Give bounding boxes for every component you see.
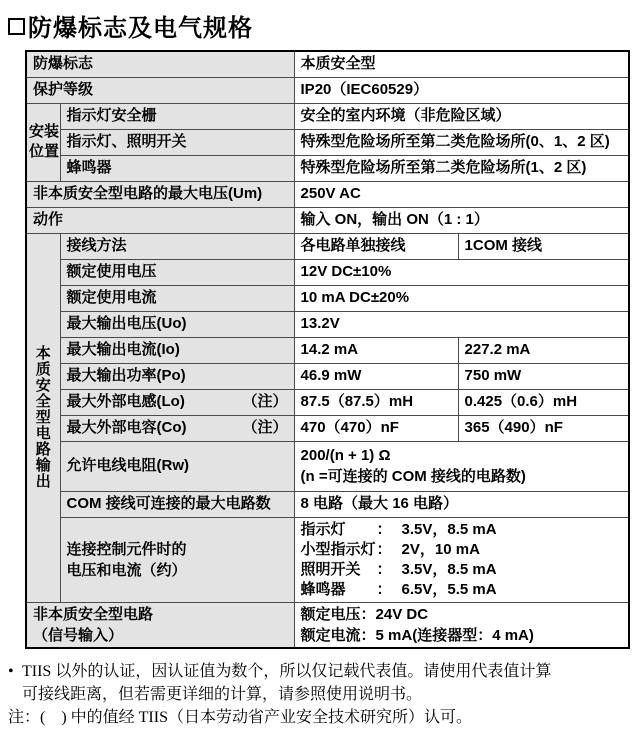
- bullet-icon: •: [8, 662, 14, 680]
- installation-group-label: [26, 103, 60, 181]
- control-elements-label-cell: [60, 517, 294, 602]
- action-value: 输入 ON，输出 ON（1 : 1）: [294, 207, 629, 233]
- row-rw: [26, 441, 629, 491]
- row-lo: [26, 389, 629, 415]
- rated-voltage-label: 额定使用电压: [60, 259, 294, 285]
- installation-row1-label: 指示灯安全栅: [60, 103, 294, 129]
- page-title-text: 防爆标志及电气规格: [28, 15, 253, 42]
- um-value: 250V AC: [294, 181, 629, 207]
- wiring-value1: 各电路单独接线: [294, 233, 458, 259]
- installation-row2-label: 指示灯、照明开关: [60, 129, 294, 155]
- po-value2: 750 mW: [458, 363, 629, 389]
- control-elements-label-line1: 连接控制元件时的: [66, 540, 187, 558]
- row-control-elements: [26, 517, 629, 602]
- control-element-line-4: [301, 580, 623, 600]
- lo-value2: 0.425（0.6）mH: [458, 389, 629, 415]
- control-element-value: 2V，10 mA: [401, 540, 480, 558]
- control-element-name: 小型指示灯: [300, 540, 376, 558]
- control-element-name: 指示灯: [300, 520, 346, 538]
- installation-row3-label: 蜂鸣器: [60, 155, 294, 181]
- row-po: [26, 363, 629, 389]
- control-element-value: 6.5V，5.5 mA: [401, 580, 497, 598]
- section-square-icon: [8, 18, 25, 35]
- rw-value-cell: [294, 441, 629, 491]
- installation-row3-value: 特殊型危险场所至第二类危险场所(1、2 区): [294, 155, 629, 181]
- installation-row1-value: 安全的室内环境（非危险区域）: [294, 103, 629, 129]
- non-is-input-label-cell: [26, 602, 294, 648]
- control-element-colon: ：: [376, 580, 392, 598]
- footnote-note-line: 注：( ) 中的值经 TIIS（日本劳动省产业安全技术研究所）认可。: [8, 708, 472, 726]
- wiring-label: 接线方法: [60, 233, 294, 259]
- control-element-line-2: [301, 540, 623, 560]
- row-non-is-input: [26, 602, 629, 648]
- lo-note-mark: （注）: [242, 393, 288, 410]
- rated-current-label: 额定使用电流: [60, 285, 294, 311]
- explosion-proof-label: 防爆标志: [26, 51, 294, 77]
- rw-value-line1: 200/(n + 1) Ω: [300, 447, 391, 464]
- io-label: 最大输出电流(Io): [60, 337, 294, 363]
- rated-current-value: 10 mA DC±20%: [294, 285, 629, 311]
- row-action: [26, 207, 629, 233]
- control-element-line-3: [301, 560, 623, 580]
- control-element-value: 3.5V，8.5 mA: [401, 560, 497, 578]
- non-is-input-label-line2: （信号输入）: [33, 626, 124, 644]
- io-value2: 227.2 mA: [458, 337, 629, 363]
- row-co: [26, 415, 629, 441]
- row-installation-3: [26, 155, 629, 181]
- rw-value-line2: (n =可连接的 COM 接线的电路数): [300, 468, 526, 485]
- control-element-colon: ：: [376, 560, 392, 578]
- row-uo: [26, 311, 629, 337]
- uo-value: 13.2V: [294, 311, 629, 337]
- footnote-bullet-text-line2: 可接线距离，但若需更详细的计算，请参照使用说明书。: [22, 685, 423, 703]
- non-is-input-value-cell: [294, 602, 629, 648]
- lo-value1: 87.5（87.5）mH: [294, 389, 458, 415]
- protection-class-label: 保护等级: [26, 77, 294, 103]
- row-installation-2: [26, 129, 629, 155]
- footnotes: [8, 660, 635, 729]
- uo-label: 最大输出电压(Uo): [60, 311, 294, 337]
- row-com-max: [26, 491, 629, 517]
- page-title: [8, 8, 635, 43]
- po-label: 最大输出功率(Po): [60, 363, 294, 389]
- row-um: [26, 181, 629, 207]
- co-label-cell: [60, 415, 294, 441]
- com-max-label: COM 接线可连接的最大电路数: [60, 491, 294, 517]
- row-installation-1: [26, 103, 629, 129]
- rated-voltage-value: 12V DC±10%: [294, 259, 629, 285]
- com-max-value: 8 电路（最大 16 电路）: [294, 491, 629, 517]
- action-label: 动作: [26, 207, 294, 233]
- row-protection-class: [26, 77, 629, 103]
- control-element-name: 照明开关: [300, 560, 361, 578]
- io-value1: 14.2 mA: [294, 337, 458, 363]
- is-output-group-label-text: 本质安全型电路输出: [35, 344, 51, 490]
- explosion-proof-value: 本质安全型: [294, 51, 629, 77]
- co-value2: 365（490）nF: [458, 415, 629, 441]
- is-output-group-label: [26, 233, 60, 602]
- row-rated-voltage: [26, 259, 629, 285]
- row-wiring: [26, 233, 629, 259]
- um-label: 非本质安全型电路的最大电压(Um): [26, 181, 294, 207]
- control-elements-value-cell: [294, 517, 629, 602]
- control-element-name: 蜂鸣器: [300, 580, 346, 598]
- protection-class-value: IP20（IEC60529）: [294, 77, 629, 103]
- installation-row2-value: 特殊型危险场所至第二类危险场所(0、1、2 区): [294, 129, 629, 155]
- row-rated-current: [26, 285, 629, 311]
- footnote-bullet-text-line1: TIIS 以外的认证，因认证值为数个，所以仅记载代表值。请使用代表值计算: [22, 662, 552, 680]
- non-is-input-value-line1: 额定电压：24V DC: [300, 605, 429, 623]
- row-io: [26, 337, 629, 363]
- control-element-line-1: [301, 520, 623, 540]
- lo-label: 最大外部电感(Lo): [66, 393, 185, 410]
- control-elements-label-line2: 电压和电流（约）: [66, 561, 187, 579]
- row-explosion-proof: [26, 51, 629, 77]
- installation-group-label-line2: 位置: [29, 143, 60, 160]
- rw-label: 允许电线电阻(Rw): [60, 441, 294, 491]
- control-element-colon: ：: [376, 540, 392, 558]
- spec-table: [25, 50, 630, 649]
- wiring-value2: 1COM 接线: [458, 233, 629, 259]
- co-value1: 470（470）nF: [294, 415, 458, 441]
- lo-label-cell: [60, 389, 294, 415]
- co-label: 最大外部电容(Co): [66, 419, 187, 436]
- po-value1: 46.9 mW: [294, 363, 458, 389]
- non-is-input-label-line1: 非本质安全型电路: [33, 605, 154, 623]
- control-element-colon: ：: [376, 520, 392, 538]
- non-is-input-value-line2: 额定电流：5 mA(连接器型：4 mA): [300, 626, 534, 644]
- footnote-bullet-line: [8, 660, 635, 683]
- co-note-mark: （注）: [242, 419, 288, 436]
- installation-group-label-line1: 安装: [29, 123, 60, 140]
- control-element-value: 3.5V，8.5 mA: [401, 520, 497, 538]
